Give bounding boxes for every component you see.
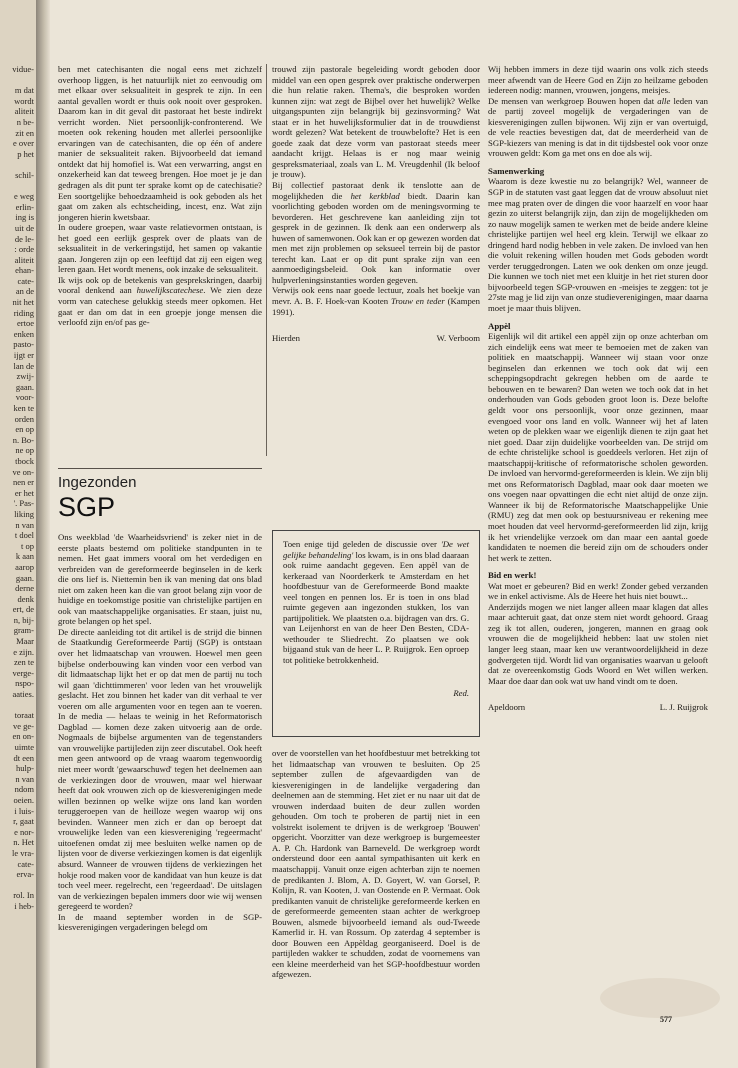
previous-page-fragment: zen te [13, 657, 34, 668]
previous-page-fragment: n van [15, 519, 34, 530]
previous-page-fragment: ertoe [17, 318, 34, 329]
paragraph: Ik wijs ook op de betekenis van gesprekskringen, daarbij vooral denkend aan huwelijkscatechese. We zien deze vorm van catechese gelukkig steeds meer opkomen. Het gaat er dan om dat in een groepje jonge mensen die verloofd zijn en/of pas ge- [58, 274, 262, 328]
previous-page-fragment: voor- [15, 392, 34, 403]
editor-sign: Red. [453, 687, 469, 698]
page-number: 577 [660, 1015, 672, 1024]
previous-page-fragment: e zijn. [13, 646, 34, 657]
previous-page-fragment: nit het [12, 297, 34, 308]
previous-page-fragment: r, gaat [13, 816, 34, 827]
previous-page-fragment: e over [12, 138, 34, 149]
previous-page-fragment: verge- [12, 667, 34, 678]
previous-page-fragment: uit de [14, 222, 34, 233]
editor-note-box [272, 530, 480, 737]
signature-name: W. Verboom [436, 333, 480, 344]
previous-page-fragment: ing is [15, 212, 34, 223]
section-label: Ingezonden [58, 474, 137, 491]
previous-page-fragment: ne op [15, 445, 34, 456]
paragraph: De mensen van werkgroep Bouwen hopen dat alle leden van de partij zoveel mogelijk de vergaderingen van de kiesverenigingen zullen bijwonen. Wij zijn er van overtuigd, de vele reacties bevestigen dat, dat de meerderheid van de SGP-kiezers van mening is dat in dit tijdsbestel ook voor onze vrouwen geldt: Kom ga met ons en doe als wij. [488, 95, 708, 159]
previous-page-fragment: liking [14, 508, 34, 519]
previous-page-fragment: ken te [13, 403, 34, 413]
previous-page-fragment: ehan- [15, 265, 34, 276]
previous-page-fragment: nen er [12, 477, 34, 488]
previous-page-fragment: n be- [16, 116, 34, 127]
previous-page-fragment: i heb- [14, 900, 34, 911]
article-title: SGP [58, 492, 116, 522]
previous-page-fragment: '. Pas- [13, 498, 34, 509]
previous-page-fragment: uimte [14, 742, 34, 752]
previous-page-fragment: ijgt er [13, 350, 34, 361]
previous-page-fragment: n van [15, 773, 34, 784]
section-rule [58, 468, 262, 469]
previous-page-fragment: enken [13, 328, 34, 339]
paragraph: De directe aanleiding tot dit artikel is de strijd die binnen de Staatkundig Gereformeerde Partij (SGP) is ontstaan over het lidmaatschap van vrouwen. Hoewel men geen bijbelse onderbouwing kan vinden voor een verbod van dit lidmaatschap lijkt het er op dat men de partij nu toch wil gaan 'dichttimmeren' voor leden van het vrouwelijk geslacht. Het zou binnen het kader van dit verhaal te ver voeren om alle argumenten voor en tegen aan te voeren. In de media — helaas te weinig in het Reformatorisch Dagblad — komen deze zaken uitvoerig aan de orde. Nogmaals de bijbelse argumenten van de tegenstanders van vrouwelijke partijleden zijn zeer discutabel. Ook heeft men geen antwoord op de vraag waarom tegenwoordig niet meer wordt 'gewaarschuwd' tegen het deelnemen aan de verkiezingen door de vrouwen, maar wel hierwaar heeft dat ook vrouwen zich op de kiesverenigingen mede willen bezinnen op welke wijze ons land kan worden teruggeroepen van de heilloze wegen waarop wij ons bevinden. Wanneer men zich er dan op beroept dat vrouwelijke leden van een kiesvereniging 'regeermacht' uitoefenen omdat zij mee besluiten welke namen op de lijsten voor de diverse verkiezingen komen is dat eigenlijk absurd. Wanneer de vrouwen tijdens de verkiezingen het hokje rood maken voor de kandidaat van hun keuze is dat toch veel meer. regelrecht, een 'regeerdaad'. De uitslagen van de verkiezingen bepalen immers door wie wij wensen geregeerd te worden? [58, 626, 262, 912]
previous-page-fragment: schil- [15, 169, 34, 180]
previous-page-fragment: lan de [13, 360, 34, 371]
previous-page-fragment: dt een [13, 752, 34, 763]
previous-page-fragment: t op [21, 540, 34, 551]
previous-page-edge [0, 0, 36, 1068]
previous-page-fragment: n, bij- [13, 614, 34, 625]
previous-page-fragment: n. Bo- [12, 434, 34, 445]
previous-page-fragment: le vra- [12, 847, 34, 858]
signature-place: Hierden [272, 333, 300, 344]
previous-page-fragment: nspo- [15, 678, 34, 689]
editor-note: Toen enige tijd geleden de discussie over 'De wet gelijke behandeling' los kwam, is in ons blad daaraan ook ruime aandacht gegeven. Een appèl van de kerkeraad van Noorderkerk te Amsterdam en het hoofdbestuur van de Gereformeerde Bond maakte veel tongen en pennen los. Er is toen in ons blad ruimte gegeven aan ingezonden stukken, los van partijpolitiek. We plaatsten o.a. bijdragen van drs. G. van Leijenhorst en van de heer Den Besten, CDA-wethouder te Sliedrecht. Zo plaatsen we ook bijgaand stuk van de heer L. P. Ruijgrok. Een oproep tot politieke betrokkenheid. [283, 539, 469, 666]
sgp-col1 [58, 532, 262, 1018]
paragraph: ben met catechisanten die nogal eens met zichzelf overhoop liggen, is het natuurlijk niet zo eenvoudig om met elkaar over seksualiteit in gesprek te zijn. In een aantal gevallen wordt er thuis ook nooit over gesproken. Daarom kan in dit geval dit pastoraat het beste indirekt verricht worden. Niet persoonlijk-confronterend. We moeten ook rekening houden met allerlei persoonlijke ervaringen van de catechisanten, die op één of andere manier de seksualiteit raken. Bijvoorbeeld dat iemand ontdekt dat hij homofiel is. Wat een verwarring, angst en onzekerheid kan dat teweeg brengen. Hoe moet je je dan gedragen als dit punt ter sprake komt op de catechisatie? Een soortgelijke behoedzaamheid is ook geboden als het gaat om zaken als echtscheiding, incest, enz. Wat zijn jongeren hierin kwetsbaar. [58, 64, 262, 222]
paragraph: Ons weekblad 'de Waarheidsvriend' is zeker niet in de eerste plaats bestemd om politieke standpunten in te nemen. Het gaat immers vooral om het verdedigen en verbreiden van de gereformeerde beginselen in de kerk die ons lief is. Niettemin ben ik van mening dat ons blad niet om zaken heen kan die van groot belang zijn voor de huidige en toekomstige positie van christelijke partijen en ook van maatschappelijke organisaties. Er staan, juist nu, grote belangen op het spel. [58, 532, 262, 627]
previous-page-fragment [0, 159, 34, 170]
paragraph: In de maand september worden in de SGP-kiesverenigingen vergaderingen belegd om [58, 911, 262, 933]
previous-page-fragment: aarop [15, 561, 34, 572]
previous-page-fragment: t doel [14, 530, 34, 541]
paragraph: In oudere groepen, waar vaste relatievormen ontstaan, is het goed een eerlijk gesprek over de plaats van de seksualiteit in de verkeringstijd, het samen op vakantie gaan. Jongeren zijn op een leeftijd dat zij een eigen weg leren gaan. Het wordt menens, ook inzake de seksualiteit. [58, 222, 262, 275]
previous-page-fragment: p het [17, 148, 34, 159]
paragraph: over de voorstellen van het hoofdbestuur met betrekking tot het lidmaatschap van vrouwen te besluiten. Op 25 september zullen de afgevaardigden van de kiesverenigingen in de landelijke vergadering dan deelnemen aan de stemming. Het ziet er nu naar uit dat de vrouwen inderdaad buiten de deur zullen worden gehouden. Om toch te proberen de partij niet in een volstrekt isolement te drijven is de werkgroep 'Bouwen' opgericht. Voorzitter van deze werkgroep is burgemeester A. P. Ch. Hardonk van Barneveld. De werkgroep wordt ondersteund door een aantal sympathisanten uit kerk en maatschappij. Vanuit onze eigen achterban zijn te noemen de predikanten J. Blom, A. D. Goyert, W. van Gorsel, P. Kolijn, R. van Kooten, J. van Oostende en P. Vermaat. Ook predikanten vanuit de christelijke gereformeerde kerken en de gereformeerde gemeenten staan achter de werkgroep Bouwen, alsmede bijvoorbeeld iemand als oud-Tweede Kamerlid ir. H. van Rossum. Op zaterdag 4 september is door Bouwen een Appèldag georganiseerd. Doel is de partijleden wakker te schudden, zodat de voornemens van een kleine meerderheid van het SGP-hoofdbestuur worden afgewezen. [272, 748, 480, 980]
previous-page-fragment: ert, de [12, 604, 34, 615]
paragraph: Verwijs ook eens naar goede lectuur, zoals het boekje van mevr. A. B. F. Hoek-van Kooten Trouw en teder (Kampen 1991). [272, 285, 480, 317]
previous-page-fragment: er het [14, 487, 34, 498]
previous-page-fragment: aliteit [14, 254, 34, 265]
previous-page-fragment: aliteit [14, 106, 34, 117]
previous-page-fragments [0, 64, 36, 912]
signature [272, 333, 480, 344]
previous-page-fragment: an de [15, 286, 34, 297]
column-divider [266, 64, 267, 456]
previous-page-fragment: rol. In [13, 890, 34, 901]
previous-page-fragment: e nor- [14, 826, 34, 837]
previous-page-fragment: hulp- [16, 763, 34, 774]
previous-page-fragment: : orde [14, 244, 34, 255]
sgp-col2 [272, 748, 480, 1018]
paper-stain [600, 978, 720, 1018]
signature-place: Apeldoorn [488, 702, 526, 713]
previous-page-fragment: oeien. [13, 794, 34, 805]
previous-page-fragment: ve on- [12, 466, 34, 477]
previous-page-fragment: pasto- [13, 339, 34, 350]
previous-page-fragment: denk [17, 593, 34, 604]
previous-page-fragment: toraat [14, 710, 34, 721]
previous-page-fragment: aaties. [12, 689, 34, 700]
previous-page-fragment: ndom [14, 784, 34, 795]
previous-page-fragment: cate- [17, 275, 34, 286]
paragraph: Anderzijds mogen we niet langer alleen maar klagen dat alles maar achteruit gaat, dat onze stem niet wordt gehoord. Graag zeg ik tot allen, ouderen, jongeren, mannen en graag ook vrouwen die de mogelijkheid hebben: laat uw stolen niet langer leeg staan, maar ken uw verantwoordelijkheid in deze godvergeten tijd. Wordt lid van organisaties waarvan u gelooft dat ze overeenkomstig Gods Woord en Wet willen werken. Maar doe daar dan ook wat uw hand vindt om te doen. [488, 601, 708, 686]
previous-page-fragment: erlin- [15, 201, 34, 212]
previous-page-fragment: e weg [13, 191, 34, 202]
paragraph: Wij hebben immers in deze tijd waarin ons volk zich steeds meer afwendt van de Heere God en Zijn zo heilzame geboden iedereen nodig: mannen, vrouwen, jongens, meisjes. [488, 64, 708, 96]
previous-page-fragment: cate- [17, 858, 34, 869]
previous-page-fragment [0, 75, 34, 86]
previous-page-fragment: zwij- [16, 371, 34, 382]
previous-page-fragment [0, 700, 34, 711]
sgp-col3 [488, 64, 708, 1012]
previous-page-fragment: tbock [15, 455, 34, 466]
subheading: Samenwerking [488, 165, 545, 176]
previous-page-fragment: k aan [15, 551, 34, 562]
previous-page-fragment: erva- [16, 869, 34, 880]
signature [488, 702, 708, 713]
previous-page-fragment: i luis- [14, 805, 34, 816]
previous-page-fragment: en on- [12, 731, 34, 742]
previous-page-fragment: n. Het [13, 837, 34, 848]
article-top-col2 [272, 64, 480, 464]
previous-page-fragment: derne [15, 583, 34, 594]
previous-page-fragment: Maar [16, 636, 34, 647]
book-gutter [36, 0, 50, 1068]
paragraph: trouwd zijn pastorale begeleiding wordt geboden door middel van een open gesprek over praktische onderwerpen die hun relatie raken. Thema's, die besproken worden kunnen zijn: wat zegt de Bijbel over het huwelijk? Welke uitgangspunten zijn belangrijk bij gezinsvorming? Wat staat er in het huwelijksformulier dat in de trouwdienst wordt gelezen? Wat betekent de trouwbelofte? Het is een goede zaak dat deze vorm van pastoraat steeds meer aandacht krijgt. Helaas is er nog maar weinig gespreksmateriaal, zoals van L. M. Vreugdenhil (Ik beloof je trouw). [272, 64, 480, 180]
previous-page-fragment: gram- [13, 625, 34, 636]
previous-page-fragment: wordt [14, 95, 34, 106]
previous-page-fragment: gaan. [15, 572, 34, 583]
previous-page-fragment: en op [15, 424, 34, 435]
previous-page-fragment: ve ge- [12, 720, 34, 731]
previous-page-fragment: riding [13, 307, 34, 318]
article-top-col1 [58, 64, 262, 456]
previous-page-fragment: de le- [14, 233, 34, 244]
previous-page-fragment [0, 181, 34, 192]
previous-page-fragment: vidue- [12, 64, 34, 74]
paragraph: Waarom is deze kwestie nu zo belangrijk? Wel, wanneer de SGP in de statuten vast gaat leggen dat de vrouw absoluut niet mee mag praten over de dingen die voor haarzelf en voor haar gezin zo uiterst belangrijk zijn, dan zijn de mogelijkheden om zo nauw mogelijk samen te werken met de beide andere kleine christelijke partijen wel heel erg klein. Terwijl we elkaar zo dringend hard nodig hebben in vele zaken. De invloed van hen die voluit rekening willen houden met Gods geboden wordt verder teruggedrongen. Laten we ook denken om onze jeugd. Die kunnen we toch niet met een kluitje in het riet sturen door bijvoorbeeld tegen SGP-vrouwen en -meisjes te zeggen: tot je 27ste mag je lid zijn van onze studieverenigingen, maar daarna moet je maar thuis blijven. [488, 176, 708, 314]
paragraph: Wat moet er gebeuren? Bid en werk! Zonder gebed verzanden we in enkel activisme. Als de Heere het huis niet bouwt... [488, 580, 708, 602]
previous-page-fragment: orden [14, 413, 34, 424]
previous-page-fragment: m dat [14, 85, 34, 96]
paragraph: Eigenlijk wil dit artikel een appèl zijn op onze achterban om zich eindelijk eens wat meer te bemoeien met de zaken van politiek en maatschappij. Wanneer wij staan voor onze beginselen dan erkennen we toch ook dat wij een scheppingsopdracht gekregen hebben om de aarde te bebouwen en te bewaren? Dan weten we toch ook dat in het onderhouden van Gods geboden groot loon is. Deze belofte geldt voor ons persoonlijk, voor onze gezinnen, maar evengoed voor ons land en volk. Wanneer wij het af laten weten op de plekken waar we eigenlijk dienen te zijn gaat het niet goed. Daar zijn duidelijke voorbeelden van. De strijd om de echte christelijke school is goeddeels verloren. Het zijn of maatschappij-kritische of reformatorische scholen geworden. De invloed van hervormd-gereformeerden is klein. We zijn blij met ons Reformatorisch Dagblad, maar ook daar moeten we ons voegen naar opvattingen die echt niet altijd de onze zijn. Wanneer ik bij de Reformatorische Maatschappelijke Unie (RMU) zeg dat men ook op bestuursniveau er rekening mee moet houden dat veel hervormd-gereformeerden lid zijn, krijg ik het vriendelijke verzoek om dan maar een aantal goede kandidaten te noemen die bereid zijn om de schouders onder het werk te zetten. [488, 331, 708, 563]
signature-name: L. J. Ruijgrok [659, 702, 708, 713]
previous-page-fragment: gaan. [15, 381, 34, 392]
subheading: Bid en werk! [488, 570, 537, 581]
paragraph: Bij collectief pastoraat denk ik tenslotte aan de mogelijkheden die het kerkblad biedt. Daarin kan voorlichting geboden worden om de meningsvorming te bevorderen. Het geschrevene kan aanleiding zijn tot gesprek in de gezinnen. Ik denk aan een onderwerp als huwen of samenwonen. Ook kan er op gewezen worden dat men met zijn problemen op seksueel terrein bij de pastor terecht kan. Laat er op dit punt sprake zijn van een aanmoedigingsbeleid. Ook kan informatie over hulpverleningsinstanties worden gegeven. [272, 180, 480, 285]
previous-page-fragment [0, 880, 34, 891]
subheading: Appèl [488, 320, 511, 331]
previous-page-fragment: zit en [15, 127, 34, 138]
